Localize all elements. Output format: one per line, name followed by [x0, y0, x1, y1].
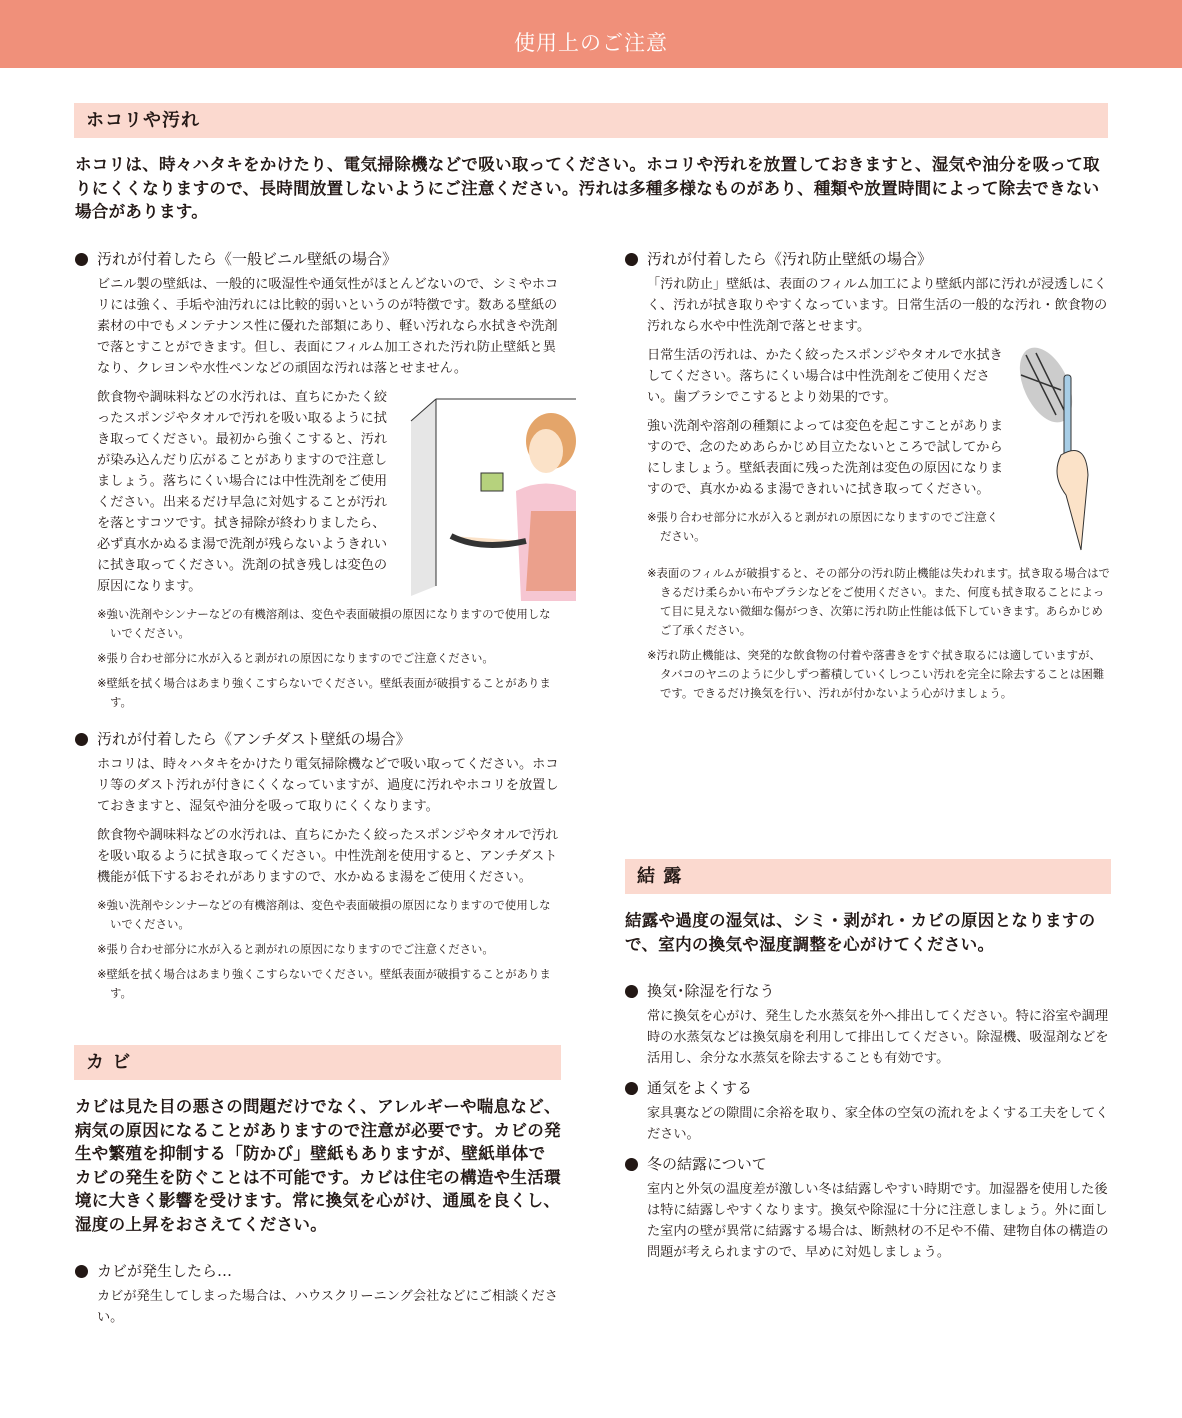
dust-lead: ホコリは、時々ハタキをかけたり、電気掃除機などで吸い取ってください。ホコリや汚れを放置しておきますと、湿気や油分を吸って取りにくくなりますので、長時間放置しないようにご注意ください。汚れは多種多様なものがあり、種類や放置時間によって除去できない場合があります。 — [75, 155, 1100, 221]
note: ※強い洗剤やシンナーなどの有機溶剤は、変色や表面破損の原因になりますので使用しないでください。 — [97, 898, 551, 931]
condensation-item — [625, 1077, 1111, 1145]
section-title-dust: ホコリや汚れ — [74, 103, 1108, 138]
page-header: 使用上のご注意 — [0, 0, 1182, 68]
section-title-condensation: 結 露 — [625, 859, 1111, 894]
bullet-icon — [625, 1082, 638, 1095]
left-column — [75, 248, 561, 1336]
vinyl-p2: 飲食物や調味料などの水汚れは、直ちにかたく絞ったスポンジやタオルで汚れを吸い取るように拭き取ってください。最初から強くこすると、汚れが染み込んだり広がることがありますので注意しましょう。落ちにくい場合には中性洗剤をご使用ください。出来るだけ早急に対処することが汚れを落とすコツです。拭き掃除が終わりましたら、必ず真水かぬるま湯で洗剤が残らないようきれいに拭き取ってください。洗剤の拭き残しは変色の原因になります。 — [97, 390, 388, 594]
note: ※強い洗剤やシンナーなどの有機溶剤は、変色や表面破損の原因になりますので使用しないでください。 — [97, 607, 551, 640]
mold-heading: カビが発生したら… — [97, 1262, 233, 1280]
bullet-icon — [625, 1158, 638, 1171]
antidust-heading: 汚れが付着したら《アンチダスト壁紙の場合》 — [97, 730, 411, 748]
note: ※張り合わせ部分に水が入ると剥がれの原因になりますのでご注意ください。 — [97, 942, 494, 956]
stainproof-p1: 「汚れ防止」壁紙は、表面のフィルム加工により壁紙内部に汚れが浸透しにくく、汚れが拭き取りやすくなっています。日常生活の一般的な汚れ・飲食物の汚れなら水や中性洗剤で落とせます。 — [647, 277, 1108, 334]
item-heading: 通気をよくする — [647, 1079, 753, 1097]
stainproof-p2: 日常生活の汚れは、かたく絞ったスポンジやタオルで水拭きしてください。落ちにくい場合は中性洗剤をご使用ください。歯ブラシでこするとより効果的です。 — [647, 348, 1003, 405]
stainproof-p3: 強い洗剤や溶剤の種類によっては変色を起こすことがありますので、念のためあらかじめ目立たないところで試してからにしましょう。壁紙表面に残った洗剤は変色の原因になりますので、真水かぬるま湯できれいに拭き取ってください。 — [647, 419, 1004, 497]
mold-p1: カビが発生してしまった場合は、ハウスクリーニング会社などにご相談ください。 — [97, 1289, 558, 1325]
antidust-p2: 飲食物や調味料などの水汚れは、直ちにかたく絞ったスポンジやタオルで汚れを吸い取るように拭き取ってください。中性洗剤を使用すると、アンチダスト機能が低下するおそれがありますので、水かぬるま湯をご使用ください。 — [97, 828, 559, 885]
mold-section — [75, 1260, 561, 1336]
note: ※表面のフィルムが破損すると、その部分の汚れ防止機能は失われます。拭き取る場合はできるだけ柔らかい布やブラシなどをご使用ください。また、何度も拭き取ることによって目に見えない微細な傷がつき、次第に汚れ防止性能は低下していきます。あらかじめご了承ください。 — [647, 566, 1110, 637]
condensation-items — [625, 980, 1111, 1271]
stainproof-heading: 汚れが付着したら《汚れ防止壁紙の場合》 — [647, 250, 933, 268]
condensation-lead: 結露や過度の湿気は、シミ・剥がれ・カビの原因となりますので、室内の換気や湿度調整を心がけてください。 — [625, 911, 1096, 954]
condensation-item — [625, 980, 1111, 1069]
toothbrush-hand-illustration — [1016, 345, 1111, 560]
note: ※壁紙を拭く場合はあまり強くこすらないでください。壁紙表面が破損することがあります。 — [97, 967, 551, 1000]
bullet-icon — [75, 253, 88, 266]
note: ※張り合わせ部分に水が入ると剥がれの原因になりますのでご注意ください。 — [97, 651, 494, 665]
vinyl-p1: ビニル製の壁紙は、一般的に吸湿性や通気性がほとんどないので、シミやホコリには強く、手垢や油汚れには比較的弱いというのが特徴です。数ある壁紙の素材の中でもメンテナンス性に優れた部類にあり、軽い汚れなら水拭きや洗剤で落とすことができます。但し、表面にフィルム加工された汚れ防止壁紙と異なり、クレヨンや水性ペンなどの頑固な汚れは落とせません。 — [97, 277, 559, 376]
antidust-section — [75, 728, 561, 1009]
right-column — [625, 248, 1111, 1271]
item-text: 常に換気を心がけ、発生した水蒸気を外へ排出してください。特に浴室や調理時の水蒸気などは換気扇を利用して排出してください。除湿機、吸湿剤などを活用し、余分な水蒸気を除去することも有効です。 — [647, 1009, 1109, 1066]
note: ※汚れ防止機能は、突発的な飲食物の付着や落書きをすぐ拭き取るには適していますが、タバコのヤニのように少しずつ蓄積していくしつこい汚れを完全に除去することは困難です。できるだけ換気を行い、汚れが付かないよう心がけましょう。 — [647, 648, 1105, 700]
item-text: 室内と外気の温度差が激しい冬は結露しやすい時期です。加湿器を使用した後は特に結露しやすくなります。換気や除湿に十分に注意しましょう。外に面した室内の壁が異常に結露する場合は、断熱材の不足や不備、建物自体の構造の問題が考えられますので、早めに対処しましょう。 — [647, 1182, 1109, 1260]
note: ※張り合わせ部分に水が入ると剥がれの原因になりますのでご注意ください。 — [647, 510, 999, 543]
note: ※壁紙を拭く場合はあまり強くこすらないでください。壁紙表面が破損することがあります。 — [97, 676, 551, 709]
stainproof-section — [625, 248, 1111, 709]
woman-cleaning-illustration — [406, 391, 581, 601]
section-title-mold: カ ビ — [74, 1045, 561, 1080]
item-heading: 冬の結露について — [647, 1155, 767, 1173]
mold-lead: カビは見た目の悪さの問題だけでなく、アレルギーや喘息など、病気の原因になることがありますので注意が必要です。カビの発生や繁殖を抑制する「防かび」壁紙もありますが、壁紙単体でカビの発生を防ぐことは不可能です。カビは住宅の構造や生活環境に大きく影響を受けます。常に換気を心がけ、通風を良くし、湿度の上昇をおさえてください。 — [75, 1097, 561, 1234]
bullet-icon — [75, 1265, 88, 1278]
bullet-icon — [625, 985, 638, 998]
item-heading: 換気･除湿を行なう — [647, 982, 775, 1000]
vinyl-section — [75, 248, 561, 718]
bullet-icon — [625, 253, 638, 266]
item-text: 家具裏などの隙間に余裕を取り、家全体の空気の流れをよくする工夫をしてください。 — [647, 1106, 1109, 1142]
vinyl-heading: 汚れが付着したら《一般ビニル壁紙の場合》 — [97, 250, 398, 268]
condensation-item — [625, 1153, 1111, 1263]
bullet-icon — [75, 733, 88, 746]
antidust-p1: ホコリは、時々ハタキをかけたり電気掃除機などで吸い取ってください。ホコリ等のダスト汚れが付きにくくなっていますが、過度に汚れやホコリを放置しておきますと、湿気や油分を吸って取りにくくなります。 — [97, 757, 559, 814]
